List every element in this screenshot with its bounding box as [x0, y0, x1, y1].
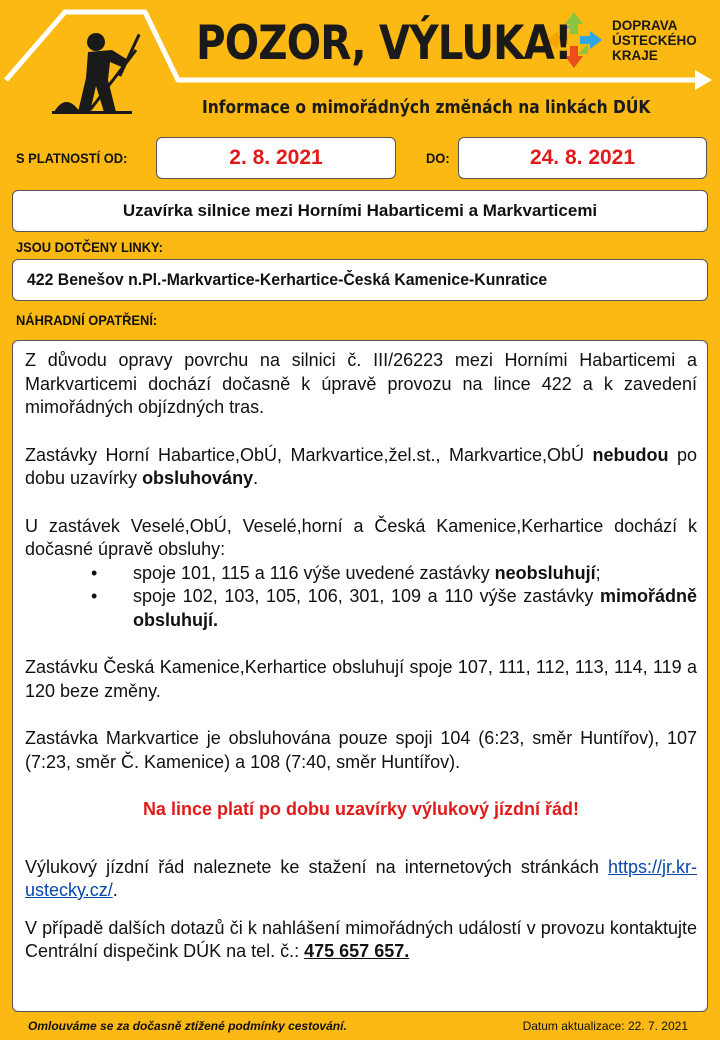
- measures-body: [12, 340, 708, 1012]
- valid-to-date: 24. 8. 2021: [458, 137, 707, 179]
- bullet-icon: •: [91, 586, 98, 606]
- text-run: .: [253, 468, 259, 488]
- page-subtitle: Informace o mimořádných změnách na linkách DÚK: [202, 97, 651, 118]
- road-worker-icon: [52, 33, 141, 114]
- red-notice: Na lince platí po dobu uzavírky výlukový jízdní řád!: [142, 799, 580, 819]
- paragraph-markvartice-trips: Zastávka Markvartice je obsluhována pouze spoji 104 (6:23, směr Huntířov), 107 (7:23, směr Č. Kamenice) a 108 (7:40, směr Huntířov).: [25, 728, 697, 772]
- page-title: POZOR, VÝLUKA!: [196, 16, 572, 71]
- bullet-item-extra-served: [25, 585, 697, 632]
- header: [0, 0, 720, 140]
- valid-to-label: DO:: [426, 150, 450, 166]
- footer-update-date: Datum aktualizace: 22. 7. 2021: [522, 1019, 688, 1033]
- measures-label: NÁHRADNÍ OPATŘENÍ:: [16, 312, 158, 328]
- bullet-item-not-served: [25, 562, 697, 586]
- paragraph-modified-service: U zastávek Veselé,ObÚ, Veselé,horní a Česká Kamenice,Kerhartice dochází k dočasné úpravě obsluhy:: [25, 515, 697, 559]
- text-run: spoje 102, 103, 105, 106, 301, 109 a 110 výše zastávky: [133, 586, 600, 606]
- paragraph-contact: [25, 917, 697, 964]
- brand-name: [612, 18, 697, 63]
- bullet-icon: •: [91, 562, 98, 583]
- affected-line-value: 422 Benešov n.Pl.-Markvartice-Kerhartice-Česká Kamenice-Kunratice: [27, 270, 548, 289]
- emphasis-extra-serving: mimořádně obsluhují.: [133, 586, 697, 630]
- paragraph-unserved-stops: [25, 444, 697, 491]
- brand-line: ÚSTECKÉHO: [612, 33, 697, 48]
- affected-lines-label: JSOU DOTČENY LINKY:: [16, 239, 163, 255]
- dispatch-phone: 475 657 657.: [304, 941, 410, 961]
- valid-from-date: 2. 8. 2021: [156, 137, 396, 179]
- brand-line: KRAJE: [612, 48, 658, 63]
- timetable-link[interactable]: https://jr.kr-ustecky.cz/: [25, 856, 697, 900]
- valid-from-label: S PLATNOSTÍ OD:: [16, 150, 128, 166]
- text-run: .: [112, 880, 118, 900]
- paragraph-unchanged-trips: Zastávku Česká Kamenice,Kerhartice obsluhují spoje 107, 111, 112, 113, 114, 119 a 120 beze změny.: [25, 657, 697, 701]
- brand-line: DOPRAVA: [612, 18, 678, 33]
- text-run: po dobu uzavírky: [25, 444, 697, 488]
- emphasis-not-served: nebudou: [592, 444, 669, 465]
- emphasis-not-serving: neobsluhují: [494, 562, 596, 583]
- paragraph-reason: Z důvodu opravy povrchu na silnici č. III/26223 mezi Horními Habarticemi a Markvarticemi dochází dočasně k úpravě provozu na lince 422 a k zavedení mimořádných objízdných tras.: [25, 350, 697, 417]
- text-run: spoje 101, 115 a 116 výše uvedené zastávky: [133, 562, 495, 583]
- closure-title: Uzavírka silnice mezi Horními Habarticemi a Markvarticemi: [12, 190, 708, 232]
- paragraph-timetable-link: [25, 856, 697, 903]
- affected-line-box: [12, 259, 708, 301]
- text-run: ;: [595, 562, 601, 583]
- footer-apology: Omlouváme se za dočasně ztížené podmínky cestování.: [28, 1019, 347, 1033]
- text-run: Výlukový jízdní řád naleznete ke stažení na internetových stránkách: [25, 856, 608, 877]
- text-run: V případě dalších dotazů či k nahlášení mimořádných událostí v provozu kontaktujte Centrální dispečink DÚK na tel. č.:: [25, 917, 697, 961]
- text-run: Zastávky Horní Habartice,ObÚ, Markvartice,žel.st., Markvartice,ObÚ: [25, 444, 593, 465]
- emphasis-served: obsluhovány: [142, 468, 254, 488]
